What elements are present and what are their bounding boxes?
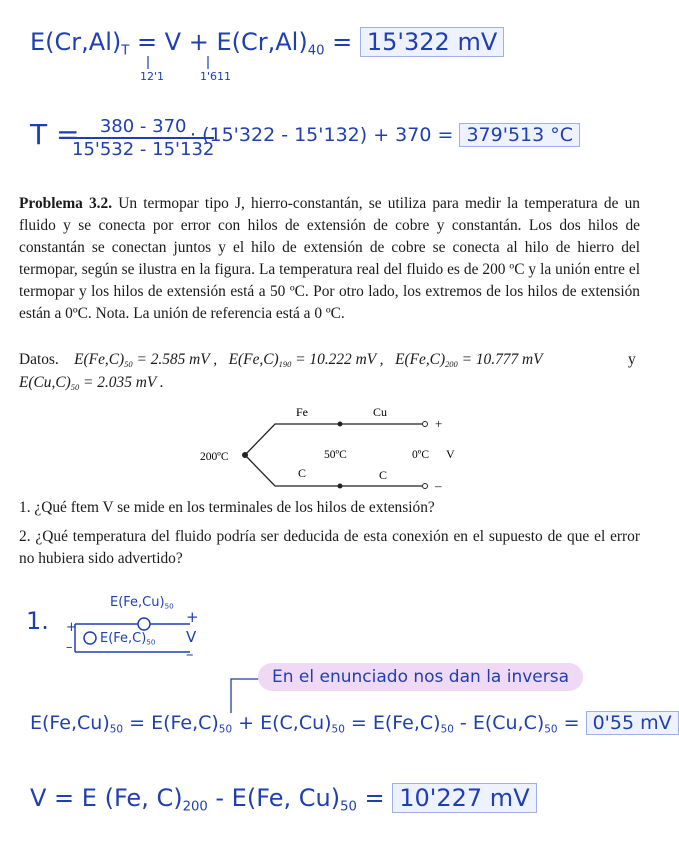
fig-cu: Cu [373, 405, 388, 419]
sk-plus-left: + [66, 620, 77, 635]
sk-minus-right: – [186, 645, 194, 663]
datos-4: E(Cu,C) [19, 374, 71, 391]
note-bubble: En el enunciado nos dan la inversa [258, 663, 583, 691]
eq4-result-box: 10'227 mV [392, 783, 536, 813]
datos-2-sub: 190 [278, 358, 292, 369]
eq4-b: - E(Fe, Cu) [215, 784, 341, 812]
sk-v: V [186, 628, 197, 646]
hw-equation-1: $E(Cr,Al)_T = V + E(Cr,Al)_{40} = 15'322$ mV [30, 28, 504, 59]
fig-t50: 50ºC [324, 449, 347, 461]
fig-t200: 200ºC [200, 451, 229, 463]
eq3-c-sub: 50 [331, 723, 345, 736]
sk-bot-label [100, 631, 155, 647]
sk-top: E(Fe,Cu) [110, 595, 165, 610]
eq3-e-sub: 50 [544, 723, 558, 736]
question-2: 2. ¿Qué temperatura del fluido podría ser deducida de esta conexión en el supuesto de que el error no hubiera sido advertido? [19, 528, 640, 567]
eq1-mid-sub: 40 [307, 43, 325, 59]
datos-2: E(Fe,C) [228, 351, 279, 368]
eq2-denominator: 15'532 - 15'132 [72, 139, 215, 160]
eq4-a-sub: 200 [182, 799, 208, 815]
fig-minus: – [435, 478, 442, 493]
eq2-rest-text: · (15'322 - 15'132) + 370 = [190, 124, 454, 146]
datos-3-val: = 10.777 mV [457, 351, 543, 368]
sk-bot: E(Fe,C) [100, 631, 147, 646]
eq3-e: - E(Cu,C) [459, 712, 545, 734]
problem-body: Un termopar tipo J, hierro-constantán, se utiliza para medir la temperatura de un fluido y se conecta por error con hilos de extensión de cobre y constantán. Los dos hilos de constantán se conectan juntos y el hilo de extensión de cobre se conecta al hilo de hierro del termopar, según se ilustra en la figura. La temperatura real del fluido es de 200 ºC y la unión entre el termopar y los hilos de extensión está a 50 ºC. Por otro lado, los extremos de los hilos de extensión están a 0ºC. Nota. La unión de referencia está a 0 ºC. [19, 195, 640, 322]
datos-label: Datos. [19, 351, 59, 368]
eq3-f: = [563, 712, 580, 734]
eq4-eq: = [364, 784, 385, 812]
problem-title: Problema 3.2. [19, 195, 113, 212]
eq4-b-sub: 50 [340, 799, 357, 815]
eq3-c: + E(C,Cu) [238, 712, 332, 734]
eq1-e-value: 1'611 [200, 70, 232, 83]
hw-equation-3 [30, 712, 679, 736]
eq1-result-box: 15'322 mV [360, 27, 504, 57]
sk-plus-right: + [186, 608, 199, 626]
eq3-result-box: 0'55 mV [586, 711, 679, 735]
eq1-lhs: E(Cr,Al) [30, 28, 122, 56]
sk-top-sub: 50 [164, 601, 174, 611]
datos-line-2 [19, 372, 640, 398]
datos-y: y [628, 351, 636, 368]
datos-1-sub: 50 [124, 358, 133, 369]
datos-1: E(Fe,C) [74, 351, 125, 368]
sk-top-label [110, 595, 174, 611]
question-1: 1. ¿Qué ftem V se mide en los terminales de los hilos de extensión? [19, 499, 435, 516]
sk-minus-left: – [66, 640, 73, 655]
hw-item-number: 1. [26, 607, 49, 635]
fig-t0: 0ºC [412, 449, 429, 461]
eq4-a: V = E (Fe, C) [30, 784, 183, 812]
sk-bot-sub: 50 [146, 637, 156, 647]
datos-3: E(Fe,C) [395, 351, 446, 368]
eq3-a: E(Fe,Cu) [30, 712, 110, 734]
eq3-d: = E(Fe,C) [350, 712, 441, 734]
fig-c2: C [379, 468, 388, 482]
datos-1-val: = 2.585 mV , [132, 351, 218, 368]
datos-3-sub: 200 [445, 358, 458, 369]
eq3-d-sub: 50 [440, 723, 454, 736]
datos-4-val: = 2.035 mV . [79, 374, 164, 391]
thermocouple-figure [190, 402, 470, 493]
datos-2-val: = 10.222 mV , [291, 351, 384, 368]
eq1-lhs-sub: T [121, 43, 130, 59]
eq1-v-value: 12'1 [140, 70, 165, 83]
eq3-b: = E(Fe,C) [129, 712, 219, 734]
fig-c1: C [298, 466, 307, 480]
eq1-arrows [140, 56, 230, 72]
datos-4-sub: 50 [70, 381, 80, 392]
fig-fe: Fe [296, 405, 308, 419]
eq2-T: T = [30, 118, 80, 151]
eq2-numerator: 380 - 370 [72, 116, 214, 139]
eq2-rest [190, 124, 580, 146]
eq1-mid: = V + E(Cr,Al) [136, 28, 308, 56]
eq2-result-box: 379'513 °C [459, 123, 580, 147]
fig-v: V [446, 447, 455, 461]
fig-plus: + [435, 416, 443, 431]
eq3-a-sub: 50 [109, 723, 124, 736]
hw-equation-4 [30, 784, 537, 815]
eq3-b-sub: 50 [218, 723, 233, 736]
problem-text [19, 193, 640, 325]
